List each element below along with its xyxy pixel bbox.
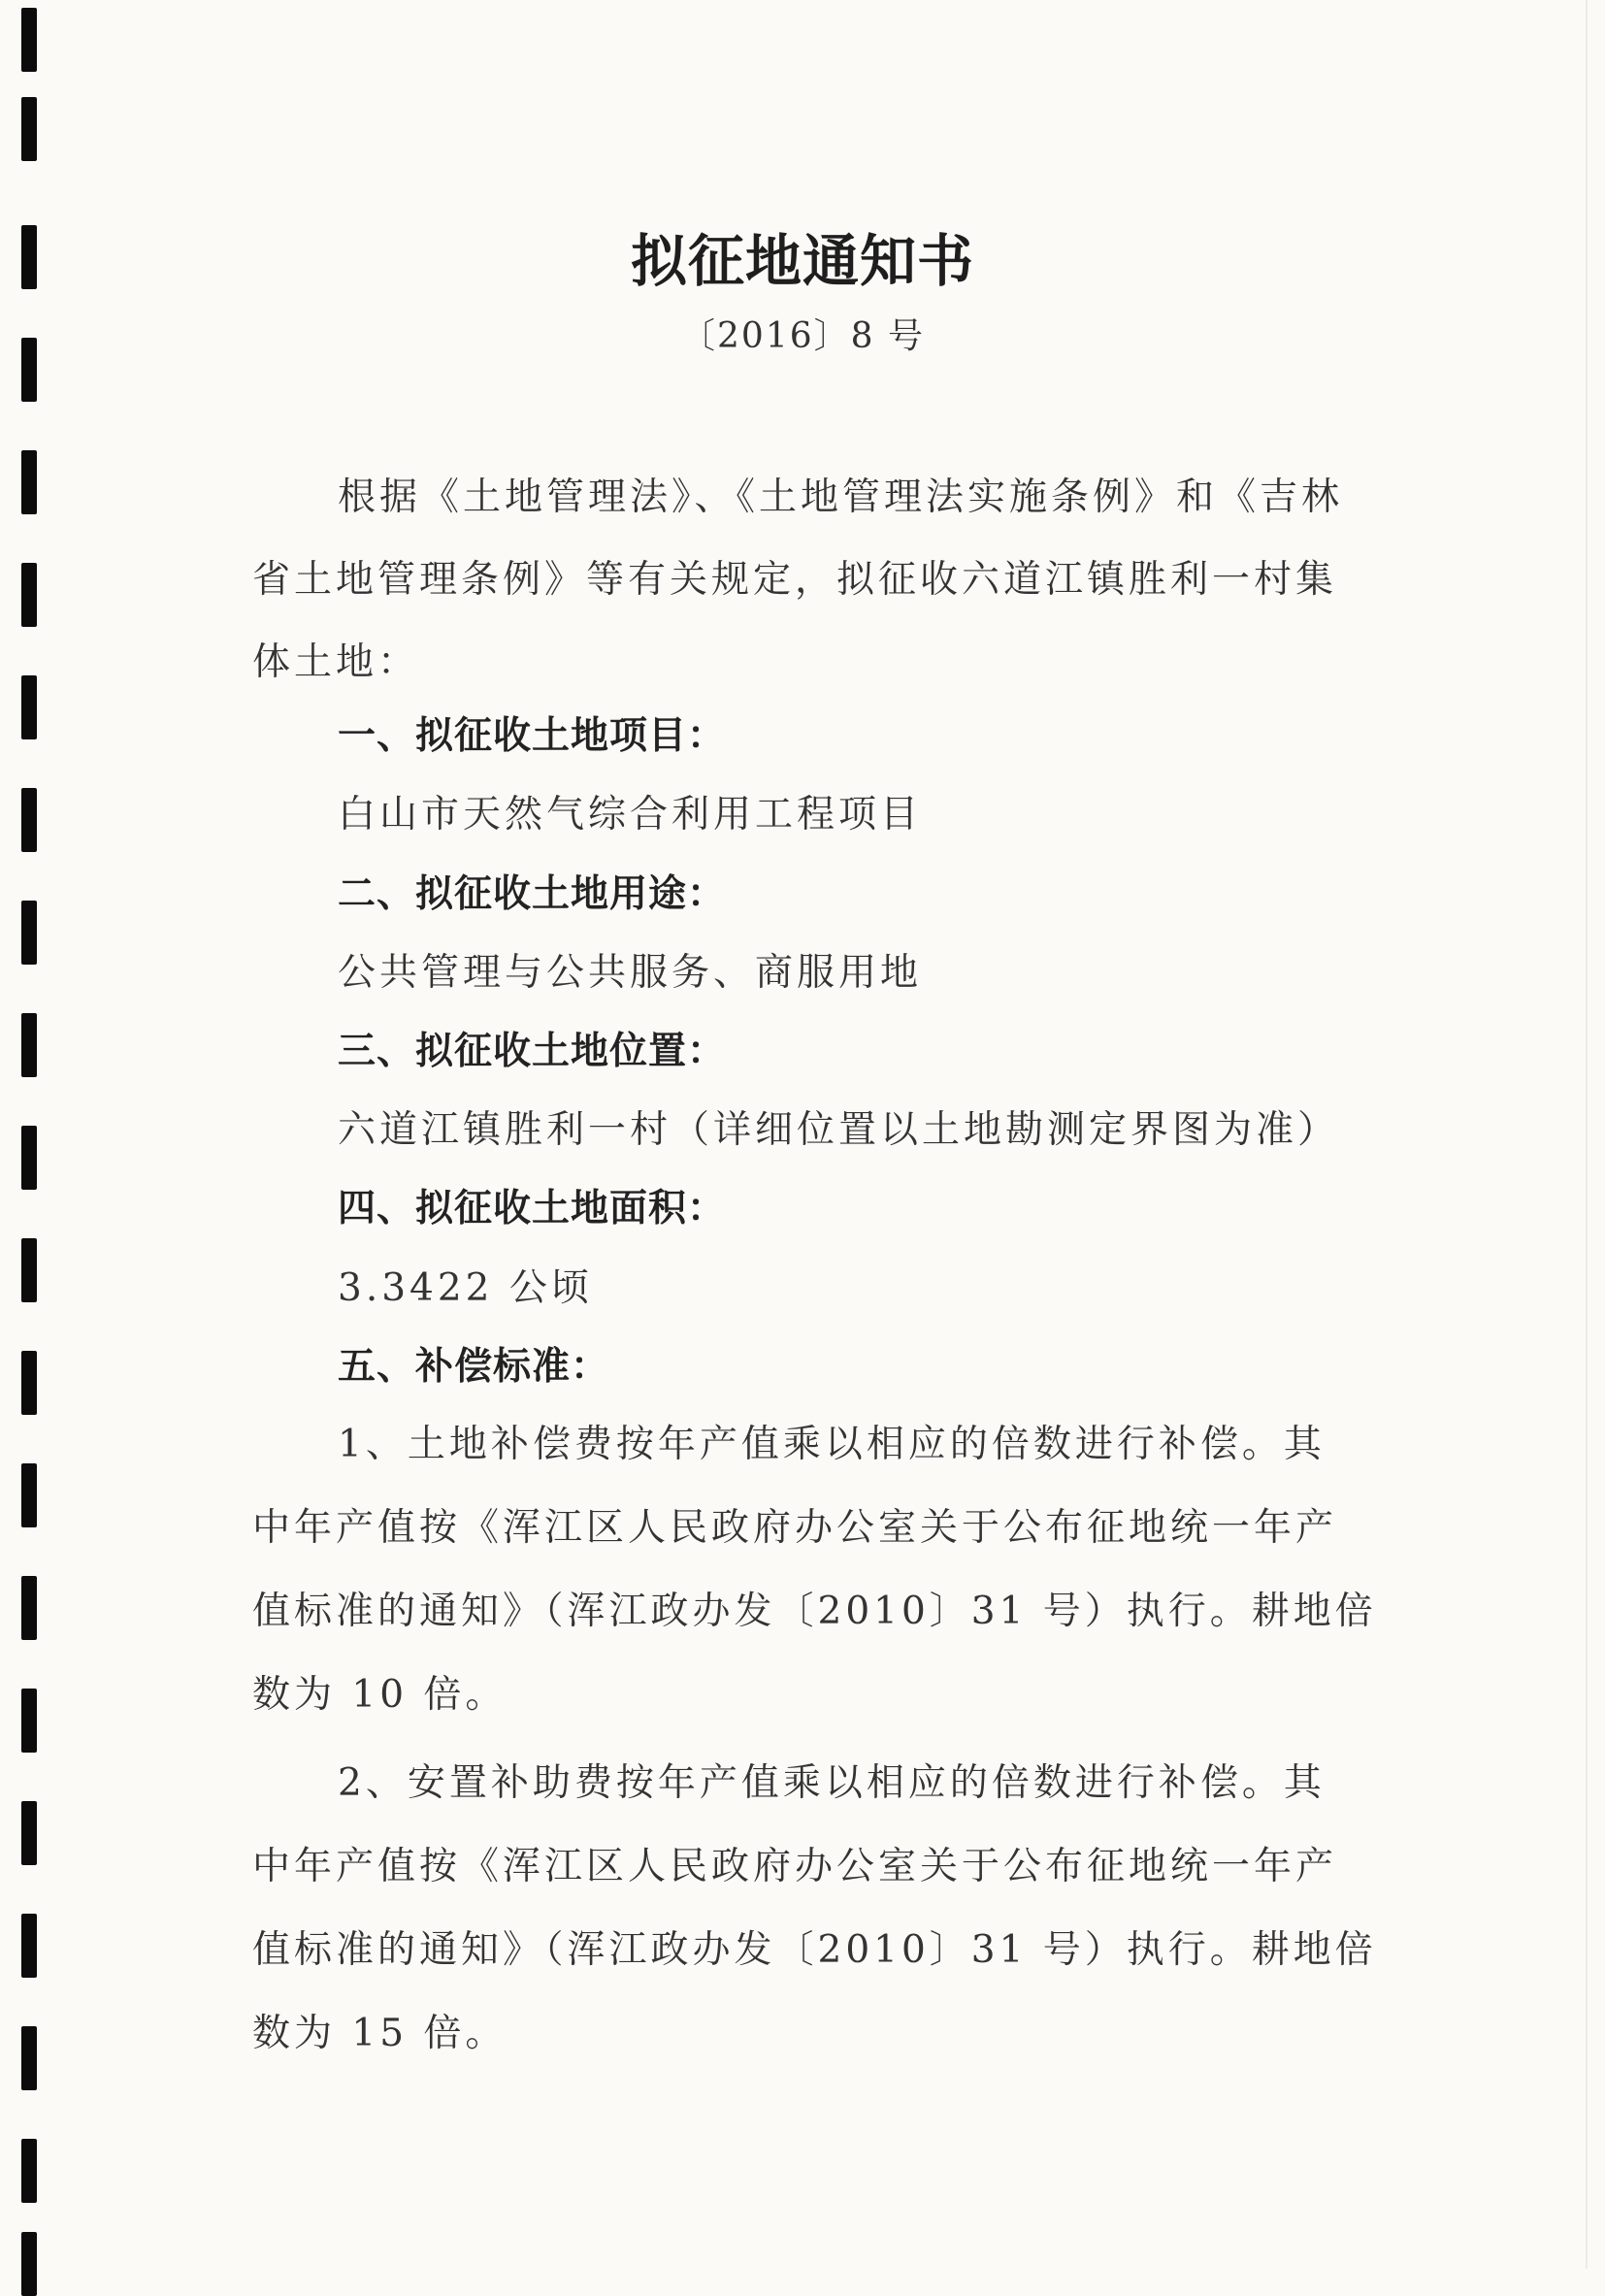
binding-hole [21,1463,37,1527]
binding-hole [21,1689,37,1753]
binding-hole [21,2026,37,2090]
binding-hole [21,1126,37,1190]
binding-hole [21,563,37,627]
compensation-item-1-line: 数为 10 倍。 [252,1673,508,1717]
binding-hole [21,1576,37,1640]
section-value-usage: 公共管理与公共服务、商服用地 [338,951,923,995]
compensation-item-2-line: 2、安置补助费按年产值乘以相应的倍数进行补偿。其 [338,1761,1326,1805]
compensation-item-1-line: 1、土地补偿费按年产值乘以相应的倍数进行补偿。其 [338,1423,1326,1466]
binding-hole [21,1801,37,1865]
binding-hole [21,1238,37,1302]
section-value-area: 3.3422 公顷 [338,1266,593,1310]
compensation-item-2-line: 数为 15 倍。 [252,2012,508,2055]
intro-line: 省土地管理条例》等有关规定，拟征收六道江镇胜利一村集 [252,558,1338,602]
section-heading-location: 三、拟征收土地位置： [338,1030,727,1073]
document-title: 拟征地通知书 [630,228,974,294]
compensation-item-1-line: 值标准的通知》（浑江政办发〔2010〕31 号）执行。耕地倍 [252,1590,1377,1633]
intro-line: 体土地： [252,640,420,684]
binding-hole [21,450,37,514]
binding-hole [21,675,37,739]
section-heading-usage: 二、拟征收土地用途： [338,872,727,916]
binding-hole [21,2232,37,2296]
binding-hole [21,97,37,161]
compensation-item-2-line: 中年产值按《浑江区人民政府办公室关于公布征地统一年产 [252,1845,1338,1888]
binding-hole [21,1013,37,1077]
section-value-project: 白山市天然气综合利用工程项目 [338,793,923,836]
binding-hole [21,2139,37,2203]
binding-hole [21,1351,37,1415]
binding-hole [21,901,37,965]
binding-hole [21,8,37,72]
compensation-item-1-line: 中年产值按《浑江区人民政府办公室关于公布征地统一年产 [252,1506,1338,1550]
intro-line: 根据《土地管理法》、《土地管理法实施条例》和《吉林 [338,476,1344,519]
section-heading-project: 一、拟征收土地项目： [338,714,727,758]
section-value-location: 六道江镇胜利一村（详细位置以土地勘测定界图为准） [338,1108,1340,1152]
binding-hole [21,1914,37,1978]
binding-hole [21,788,37,852]
section-heading-compensation: 五、补偿标准： [338,1345,610,1389]
document-number: 〔2016〕8 号 [680,316,925,356]
compensation-item-2-line: 值标准的通知》（浑江政办发〔2010〕31 号）执行。耕地倍 [252,1928,1377,1972]
section-heading-area: 四、拟征收土地面积： [338,1187,727,1230]
